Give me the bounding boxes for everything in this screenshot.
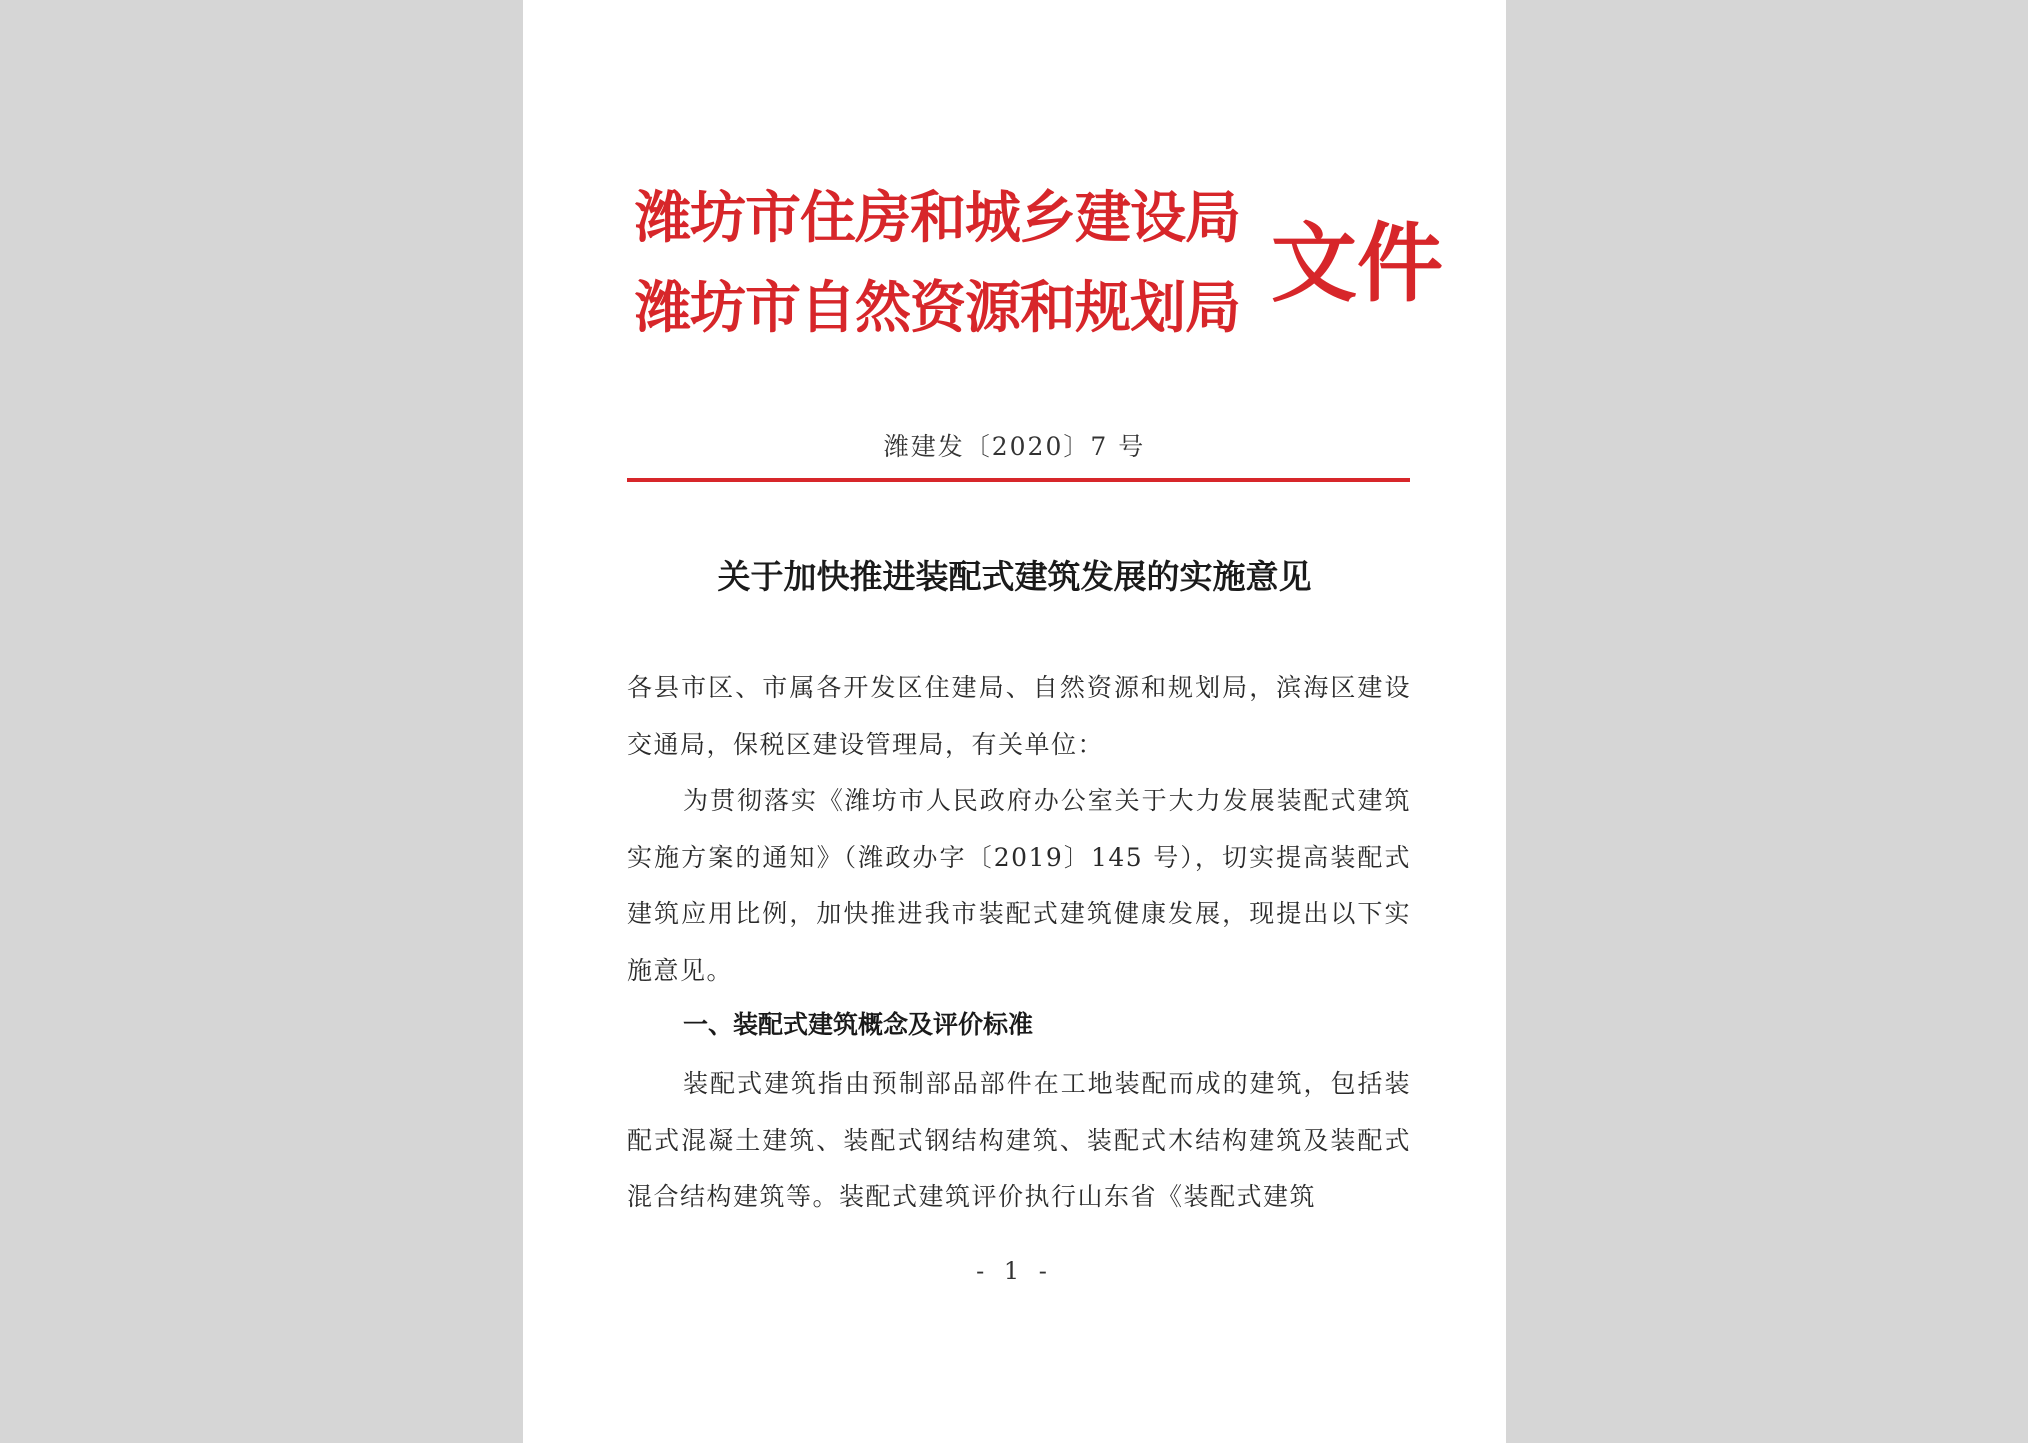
section-paragraph: 装配式建筑指由预制部品部件在工地装配而成的建筑，包括装配式混凝土建筑、装配式钢结构建筑、装配式木结构建筑及装配式混合结构建筑等。装配式建筑评价执行山东省《装配式建筑 [627,1069,1411,1212]
page-number: - 1 - [976,1257,1053,1285]
issuing-agency-2: 潍坊市自然资源和规划局 [635,275,1240,341]
document-title: 关于加快推进装配式建筑发展的实施意见 [717,557,1312,596]
document-suffix: 文件 [1271,213,1443,314]
recipients-paragraph: 各县市区、市属各开发区住建局、自然资源和规划局，滨海区建设交通局，保税区建设管理局，有关单位： [627,673,1411,759]
section-heading: 一、装配式建筑概念及评价标准 [683,1010,1034,1039]
red-separator-line [627,478,1410,482]
issuing-agency-1: 潍坊市住房和城乡建设局 [635,185,1240,251]
document-number: 潍建发〔2020〕7 号 [883,432,1146,461]
red-letterhead [635,178,1443,368]
intro-paragraph: 为贯彻落实《潍坊市人民政府办公室关于大力发展装配式建筑实施方案的通知》（潍政办字〔2019〕145 号），切实提高装配式建筑应用比例，加快推进我市装配式建筑健康发展，现提出以下实施意见。 [627,786,1411,985]
document-page [523,0,1506,1443]
